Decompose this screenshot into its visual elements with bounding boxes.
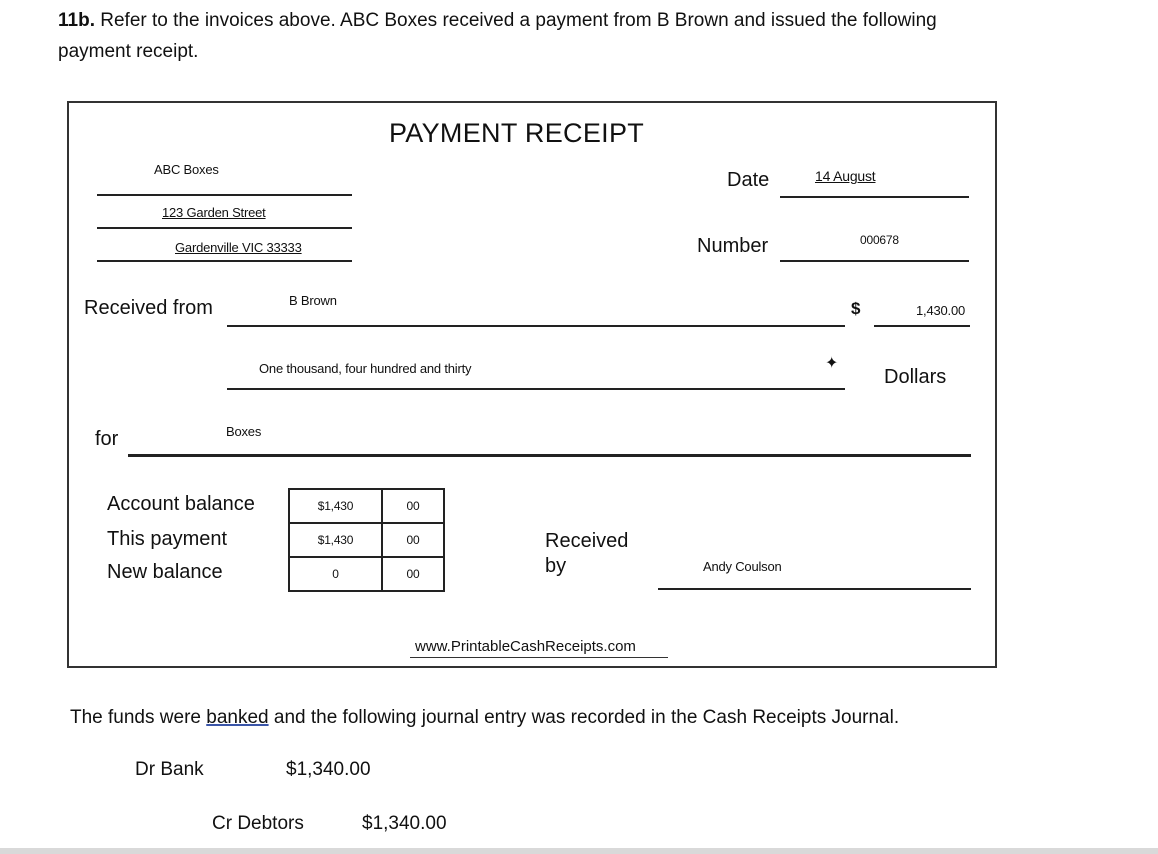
balance-table <box>288 488 445 592</box>
date-label: Date <box>727 169 770 191</box>
received-by-label-1: Received <box>545 530 629 552</box>
journal-dr-label: Dr Bank <box>135 759 204 780</box>
city-line <box>97 260 352 262</box>
journal-cr-label: Cr Debtors <box>212 813 304 834</box>
question-number: 11b. <box>58 10 95 31</box>
table-row <box>289 489 444 523</box>
cursor-icon: ✦ <box>825 355 839 372</box>
balance-amount: $1,430 <box>289 489 382 523</box>
amount-line <box>874 325 970 327</box>
followup-text <box>70 703 899 733</box>
dollars-label: Dollars <box>884 366 947 388</box>
followup-post: and the following journal entry was recorded in the Cash Receipts Journal. <box>268 707 900 728</box>
journal-cr-amount: $1,340.00 <box>362 813 447 834</box>
balance-amount: $1,430 <box>289 523 382 557</box>
number-label: Number <box>697 235 769 257</box>
company-street: 123 Garden Street <box>162 205 266 220</box>
question-line-1 <box>58 6 937 36</box>
balance-label-payment: This payment <box>107 528 228 550</box>
received-from-value: B Brown <box>289 293 337 308</box>
website-link[interactable]: www.PrintableCashReceipts.com <box>415 638 636 655</box>
amount-words-line <box>227 388 845 390</box>
payment-receipt <box>67 101 997 668</box>
balance-cents: 00 <box>382 523 444 557</box>
balance-label-account: Account balance <box>107 493 255 515</box>
company-city: Gardenville VIC 33333 <box>175 240 302 255</box>
for-value: Boxes <box>226 424 262 439</box>
received-by-line <box>658 588 971 590</box>
followup-banked: banked <box>206 707 269 728</box>
street-line <box>97 227 352 229</box>
dollar-sign: $ <box>851 299 861 318</box>
received-by-label-2: by <box>545 555 567 577</box>
number-value: 000678 <box>860 233 899 247</box>
question-text: Refer to the invoices above. ABC Boxes received a payment from B Brown and issued the following <box>100 10 937 31</box>
table-row <box>289 523 444 557</box>
date-value: 14 August <box>815 168 876 184</box>
receipt-title: PAYMENT RECEIPT <box>389 118 645 148</box>
balance-label-new: New balance <box>107 561 223 583</box>
page-bottom-edge <box>0 848 1158 854</box>
followup-pre: The funds were <box>70 707 207 728</box>
company-line <box>97 194 352 196</box>
for-label: for <box>95 428 119 450</box>
for-line <box>128 454 971 457</box>
balance-cents: 00 <box>382 489 444 523</box>
received-from-label: Received from <box>84 297 213 319</box>
amount-words: One thousand, four hundred and thirty <box>259 361 472 376</box>
table-row <box>289 557 444 591</box>
journal-dr-amount: $1,340.00 <box>286 759 371 780</box>
date-line <box>780 196 969 198</box>
number-line <box>780 260 969 262</box>
question-line-2: payment receipt. <box>58 41 199 62</box>
website-line <box>410 657 668 658</box>
balance-amount: 0 <box>289 557 382 591</box>
company-name: ABC Boxes <box>154 162 219 177</box>
balance-cents: 00 <box>382 557 444 591</box>
received-by-value: Andy Coulson <box>703 559 782 574</box>
amount-value: 1,430.00 <box>916 303 966 318</box>
received-from-line <box>227 325 845 327</box>
